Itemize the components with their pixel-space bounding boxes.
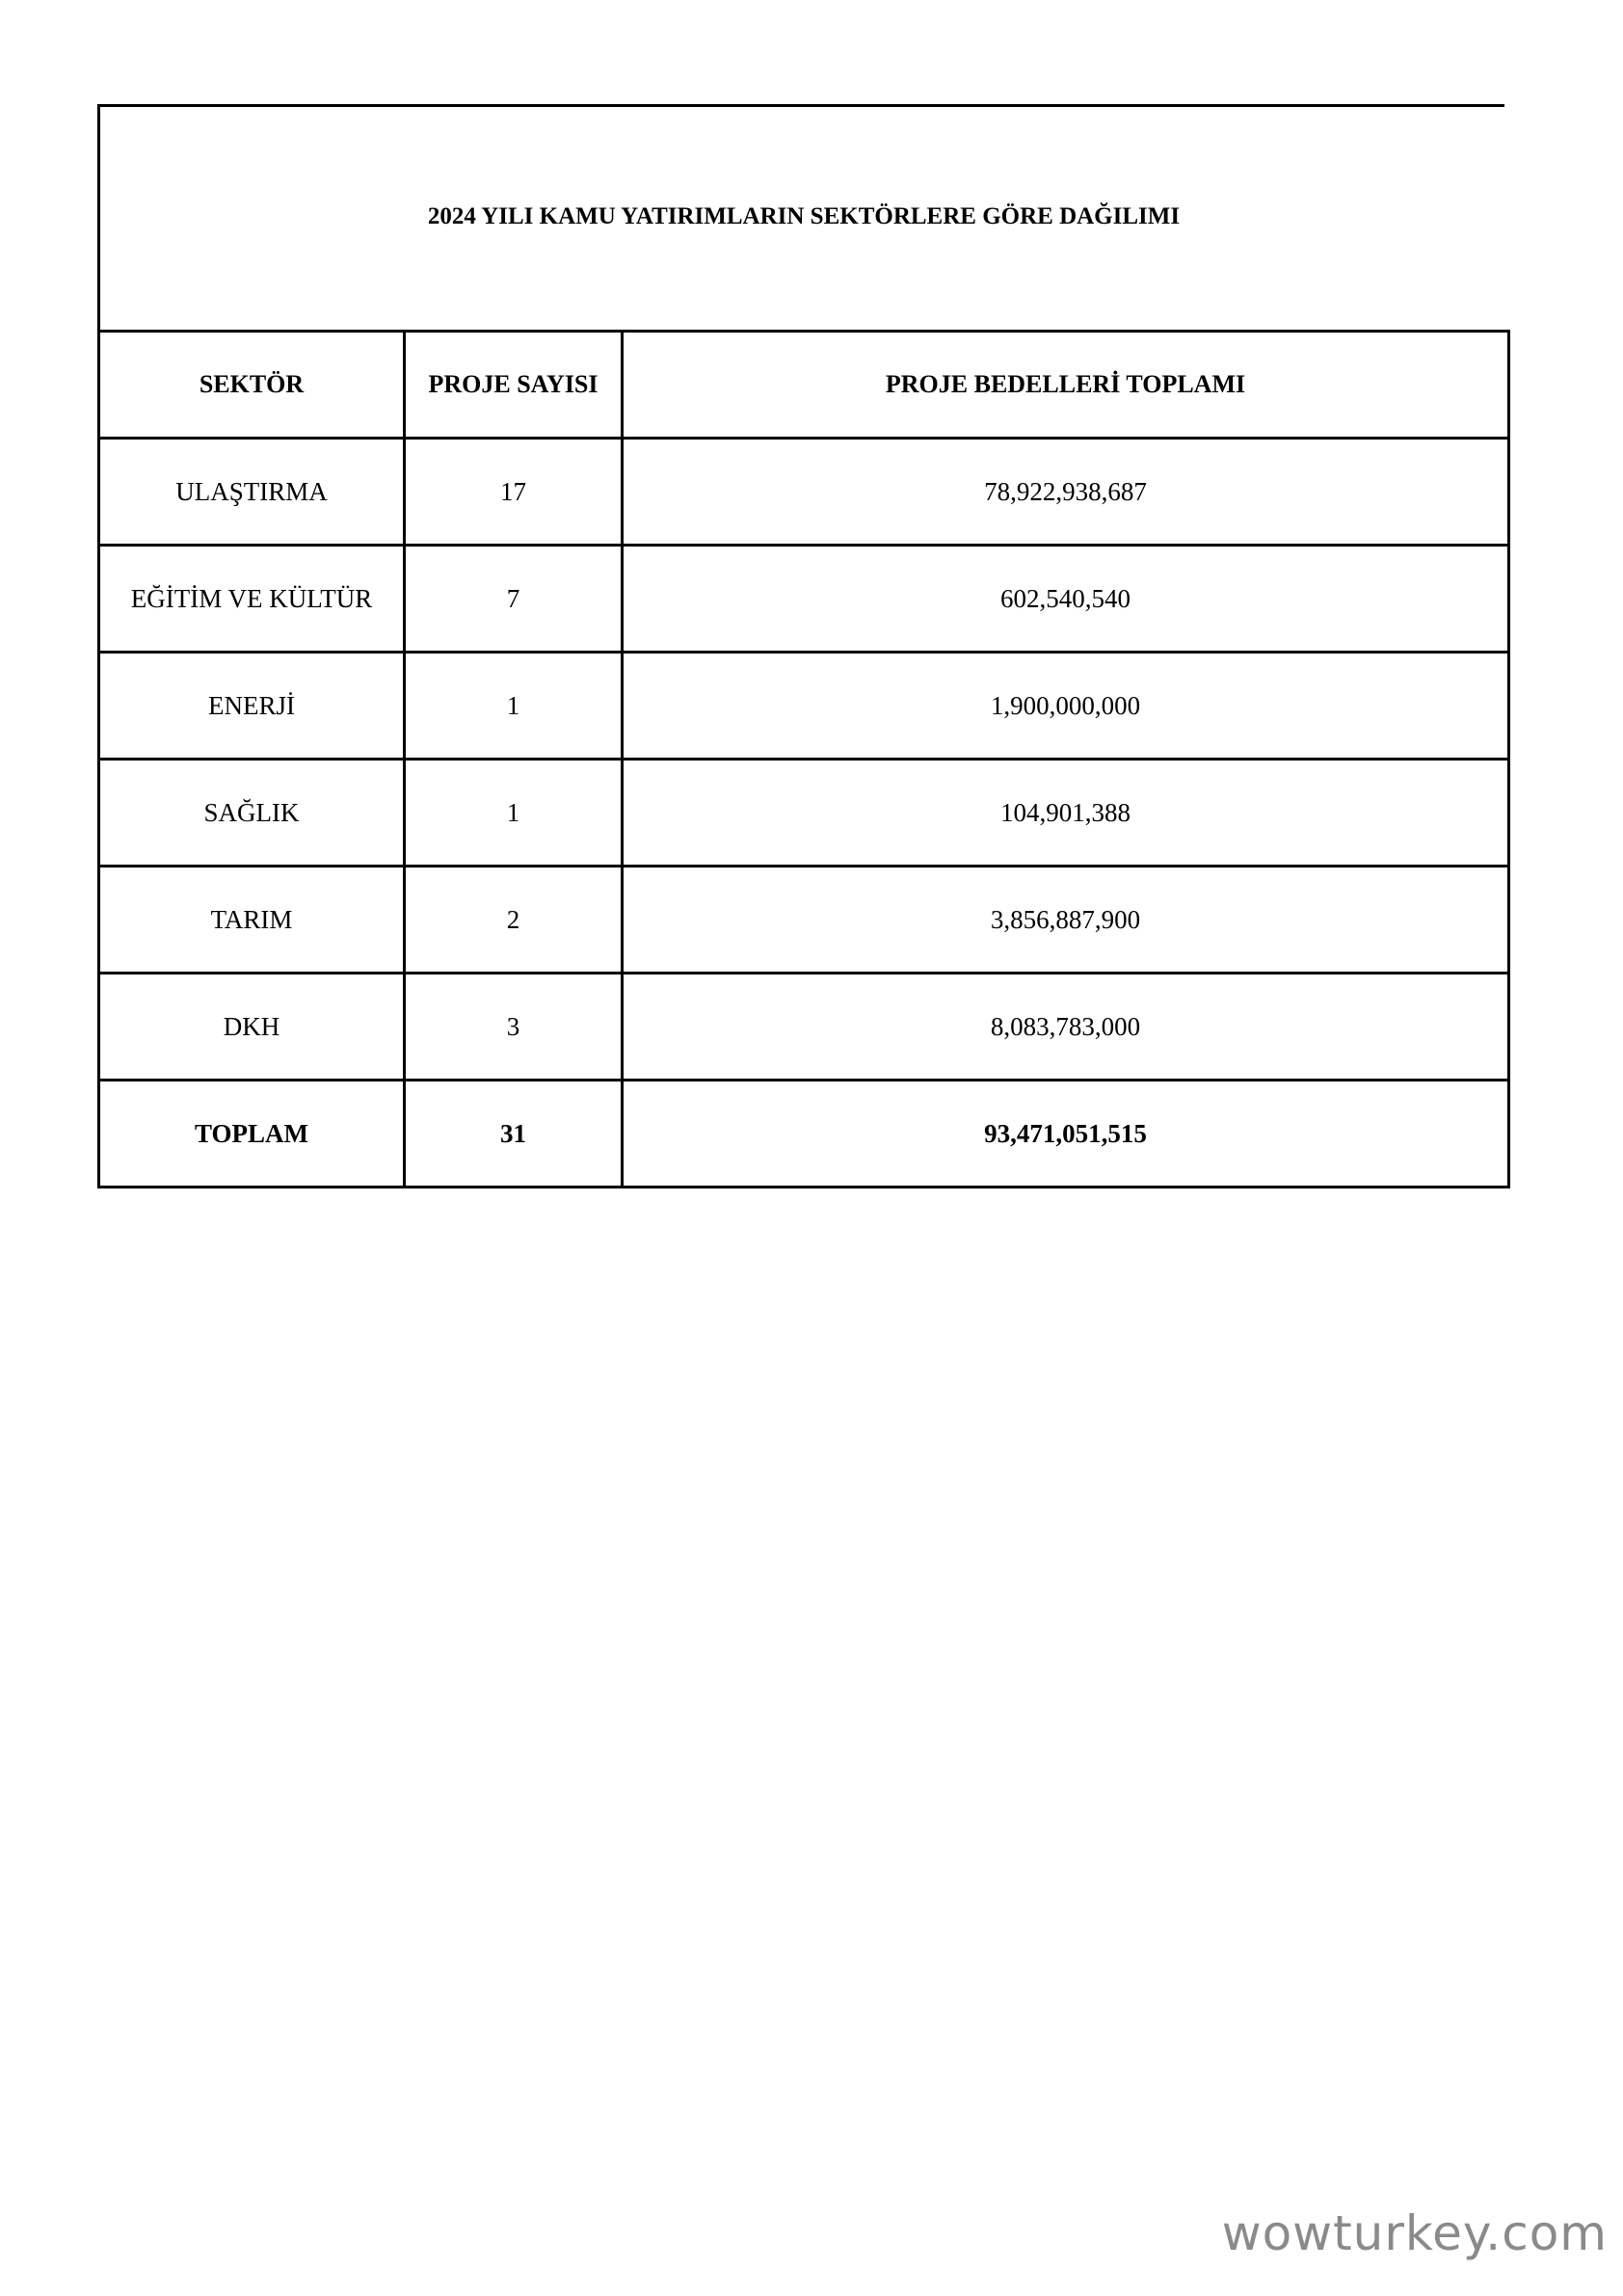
table-row <box>99 546 1509 653</box>
table-row <box>99 653 1509 760</box>
sector-investment-table <box>97 330 1510 1188</box>
project-count-cell: 1 <box>405 760 623 867</box>
table-row <box>99 439 1509 546</box>
table-total-row <box>99 1081 1509 1188</box>
sector-cell: ULAŞTIRMA <box>99 439 405 546</box>
title-box <box>97 104 1504 330</box>
sector-cell: SAĞLIK <box>99 760 405 867</box>
total-label-cell: TOPLAM <box>99 1081 405 1188</box>
table-row <box>99 867 1509 974</box>
project-total-cell: 1,900,000,000 <box>623 653 1509 760</box>
project-total-cell: 104,901,388 <box>623 760 1509 867</box>
document-title: 2024 YILI KAMU YATIRIMLARIN SEKTÖRLERE GÖRE DAĞILIMI <box>427 203 1181 229</box>
watermark: wowturkey.com <box>1221 2205 1608 2261</box>
total-count-cell: 31 <box>405 1081 623 1188</box>
table-row <box>99 760 1509 867</box>
project-total-cell: 602,540,540 <box>623 546 1509 653</box>
project-count-cell: 3 <box>405 974 623 1081</box>
project-count-cell: 7 <box>405 546 623 653</box>
sector-cell: ENERJİ <box>99 653 405 760</box>
project-total-cell: 78,922,938,687 <box>623 439 1509 546</box>
sector-cell: EĞİTİM VE KÜLTÜR <box>99 546 405 653</box>
project-count-cell: 17 <box>405 439 623 546</box>
sector-cell: DKH <box>99 974 405 1081</box>
header-proje-sayisi: PROJE SAYISI <box>405 332 623 439</box>
project-count-cell: 1 <box>405 653 623 760</box>
total-amount-cell: 93,471,051,515 <box>623 1081 1509 1188</box>
table-row <box>99 974 1509 1081</box>
project-total-cell: 3,856,887,900 <box>623 867 1509 974</box>
project-total-cell: 8,083,783,000 <box>623 974 1509 1081</box>
project-count-cell: 2 <box>405 867 623 974</box>
header-sektor: SEKTÖR <box>99 332 405 439</box>
table-header-row <box>99 332 1509 439</box>
header-proje-bedelleri: PROJE BEDELLERİ TOPLAMI <box>623 332 1509 439</box>
sector-cell: TARIM <box>99 867 405 974</box>
